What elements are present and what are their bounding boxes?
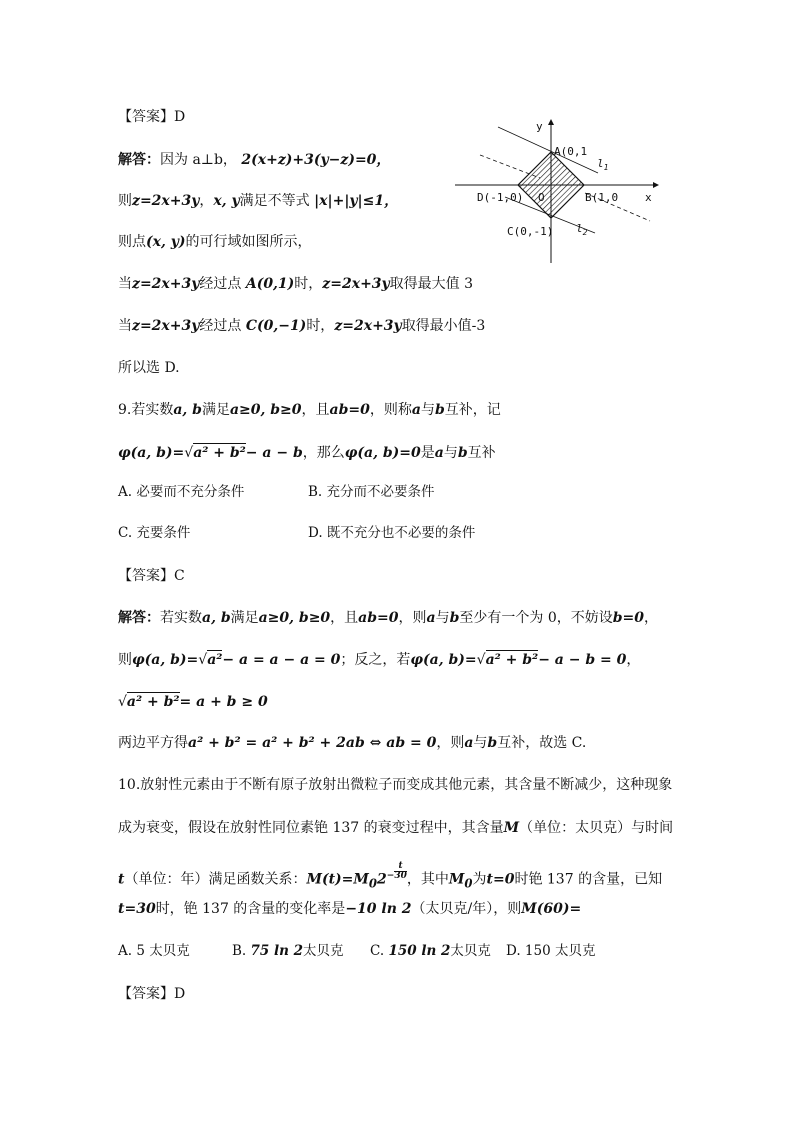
math-expr: a≥0, b≥0: [229, 402, 302, 418]
point-D-label: D(-1,0): [477, 191, 524, 204]
math-expr: t=0: [486, 871, 515, 888]
math-expr: M(60)=: [521, 901, 582, 917]
math-expr: a² + b² = a² + b² + 2ab ⇔ ab = 0: [188, 735, 437, 751]
math-expr: b: [457, 445, 468, 461]
math-expr: a, b: [173, 402, 202, 418]
q8-solution-line-3: 则点(x, y)的可行域如图所示，: [118, 234, 312, 250]
q9-option-D: D. 既不充分也不必要的条件: [308, 525, 476, 541]
q9-stem-line-2: φ(a, b)=√a² + b²− a − b，那么φ(a, b)=0是a与b互补: [118, 445, 496, 461]
x-axis-label: x: [645, 191, 652, 204]
q9-answer: 【答案】C: [118, 568, 185, 584]
q10-option-B: B. 75 ln 2太贝克: [232, 943, 344, 959]
math-expr: M: [448, 871, 465, 888]
q10-option-A: A. 5 太贝克: [118, 943, 190, 959]
feasible-region-diagram: [450, 115, 665, 265]
math-expr: |x|+|y|≤1，: [314, 193, 399, 209]
sqrt-expr: a² + b²: [485, 652, 539, 668]
math-expr: φ(a, b)=: [410, 652, 477, 668]
point-B-label: B(1,0: [585, 191, 619, 204]
math-expr: a: [464, 735, 474, 751]
q10-stem-line-1: 10.放射性元素由于不断有原子放射出微粒子而变成其他元素，其含量不断减少，这种现象: [118, 777, 673, 793]
math-expr: 150 ln 2: [388, 943, 451, 959]
math-expr: M: [503, 820, 520, 836]
math-expr: z=2x+3y: [132, 276, 200, 292]
l1-label: $l_1$: [597, 157, 609, 172]
exponent-fraction: − $\frac{t}{30}$: [386, 861, 407, 881]
math-expr: ab=0: [329, 402, 370, 418]
sqrt-expr: a² + b²: [126, 694, 180, 710]
math-expr: z=2x+3y: [132, 193, 200, 209]
math-expr: a: [434, 445, 444, 461]
math-expr: a: [426, 610, 436, 626]
math-expr: z=2x+3y: [322, 276, 390, 292]
math-expr: t=30: [118, 901, 156, 917]
q9-solution-line-2: 则φ(a, b)=√a²− a = a − a = 0；反之，若φ(a, b)=√a² + b²− a − b = 0，: [118, 652, 641, 668]
math-expr: φ(a, b)=: [132, 652, 199, 668]
math-expr: t: [118, 871, 125, 888]
math-expr: z=2x+3y: [132, 318, 200, 334]
math-expr: a≥0, b≥0: [258, 610, 331, 626]
q10-option-C: C. 150 ln 2太贝克: [370, 943, 491, 959]
math-expr: 2: [377, 871, 387, 888]
sqrt-expr: a² + b²: [193, 445, 246, 461]
q10-answer: 【答案】D: [118, 986, 186, 1002]
math-expr: φ(a, b)=0: [344, 445, 421, 461]
math-expr: 75 ln 2: [250, 943, 304, 959]
q10-stem-line-2: 成为衰变，假设在放射性同位素铯 137 的衰变过程中，其含量M（单位：太贝克）与时间: [118, 820, 674, 836]
math-expr: b: [434, 402, 445, 418]
q8-solution-line-1: 解答：因为 a⊥b， 2(x+z)+3(y−z)=0，: [118, 152, 391, 168]
math-expr: − a − b = 0: [538, 652, 627, 668]
solution-heading: 解答：: [118, 610, 160, 626]
math-expr: φ(a, b)=: [118, 445, 185, 461]
q9-solution-line-3: √a² + b²= a + b ≥ 0: [118, 694, 268, 710]
math-expr: 2(x+z)+3(y−z)=0，: [241, 152, 391, 168]
point-C-label: C(0,-1): [507, 225, 554, 238]
q8-solution-line-2: 则z=2x+3y，x, y满足不等式 |x|+|y|≤1，: [118, 193, 399, 209]
origin-label: O: [538, 191, 545, 204]
q8-solution-line-4: 当z=2x+3y经过点 A(0,1)时，z=2x+3y取得最大值 3: [118, 276, 474, 292]
math-expr: a, b: [202, 610, 231, 626]
q9-solution-line-1: 解答：若实数a, b满足a≥0, b≥0，且ab=0，则a与b至少有一个为 0，不妨设b=0，: [118, 610, 659, 626]
math-expr: b=0: [612, 610, 645, 626]
math-expr: b: [487, 735, 498, 751]
q10-stem-line-4: t=30时，铯 137 的含量的变化率是−10 ln 2（太贝克/年），则M(60)=: [118, 901, 582, 917]
q9-option-C: C. 充要条件: [118, 525, 191, 541]
q10-stem-line-3: t（单位：年）满足函数关系：$M(t)=M_02-$ $\frac{t}{30}$ ，其中$M_0$为t=0时铯 137 的含量，已知: [118, 861, 663, 891]
math-expr: (x, y): [146, 234, 186, 250]
q8-answer: 【答案】D: [118, 109, 186, 125]
point-A-label: A(0,1: [554, 145, 588, 158]
math-expr: − a = a − a = 0: [222, 652, 341, 668]
math-expr: z=2x+3y: [334, 318, 402, 334]
math-expr: M(t)=M: [306, 871, 369, 888]
q9-option-B: B. 充分而不必要条件: [308, 484, 435, 500]
q9-stem-line-1: 9.若实数a, b满足a≥0, b≥0，且ab=0，则称a与b互补，记: [118, 402, 501, 418]
q10-option-D: D. 150 太贝克: [506, 943, 596, 959]
math-expr: −10 ln 2: [345, 901, 412, 917]
math-expr: x, y: [213, 193, 240, 209]
math-expr: − a − b: [245, 445, 303, 461]
math-expr: a: [411, 402, 421, 418]
math-expr: = a + b ≥ 0: [179, 694, 268, 710]
sqrt-expr: a²: [207, 652, 223, 668]
l2-label: $l_2$: [576, 222, 588, 237]
q9-solution-line-4: 两边平方得a² + b² = a² + b² + 2ab ⇔ ab = 0，则a与b互补，故选 C.: [118, 735, 587, 751]
solution-heading: 解答：: [118, 152, 160, 168]
q8-solution-line-6: 所以选 D.: [118, 360, 180, 376]
q8-solution-line-5: 当z=2x+3y经过点 C(0,−1)时，z=2x+3y取得最小值-3: [118, 318, 486, 334]
q9-option-A: A. 必要而不充分条件: [118, 484, 245, 500]
math-expr: ab=0: [358, 610, 399, 626]
math-expr: b: [449, 610, 460, 626]
math-expr: A(0,1): [245, 276, 295, 292]
math-expr: C(0,−1): [245, 318, 307, 334]
y-axis-label: y: [536, 120, 543, 133]
